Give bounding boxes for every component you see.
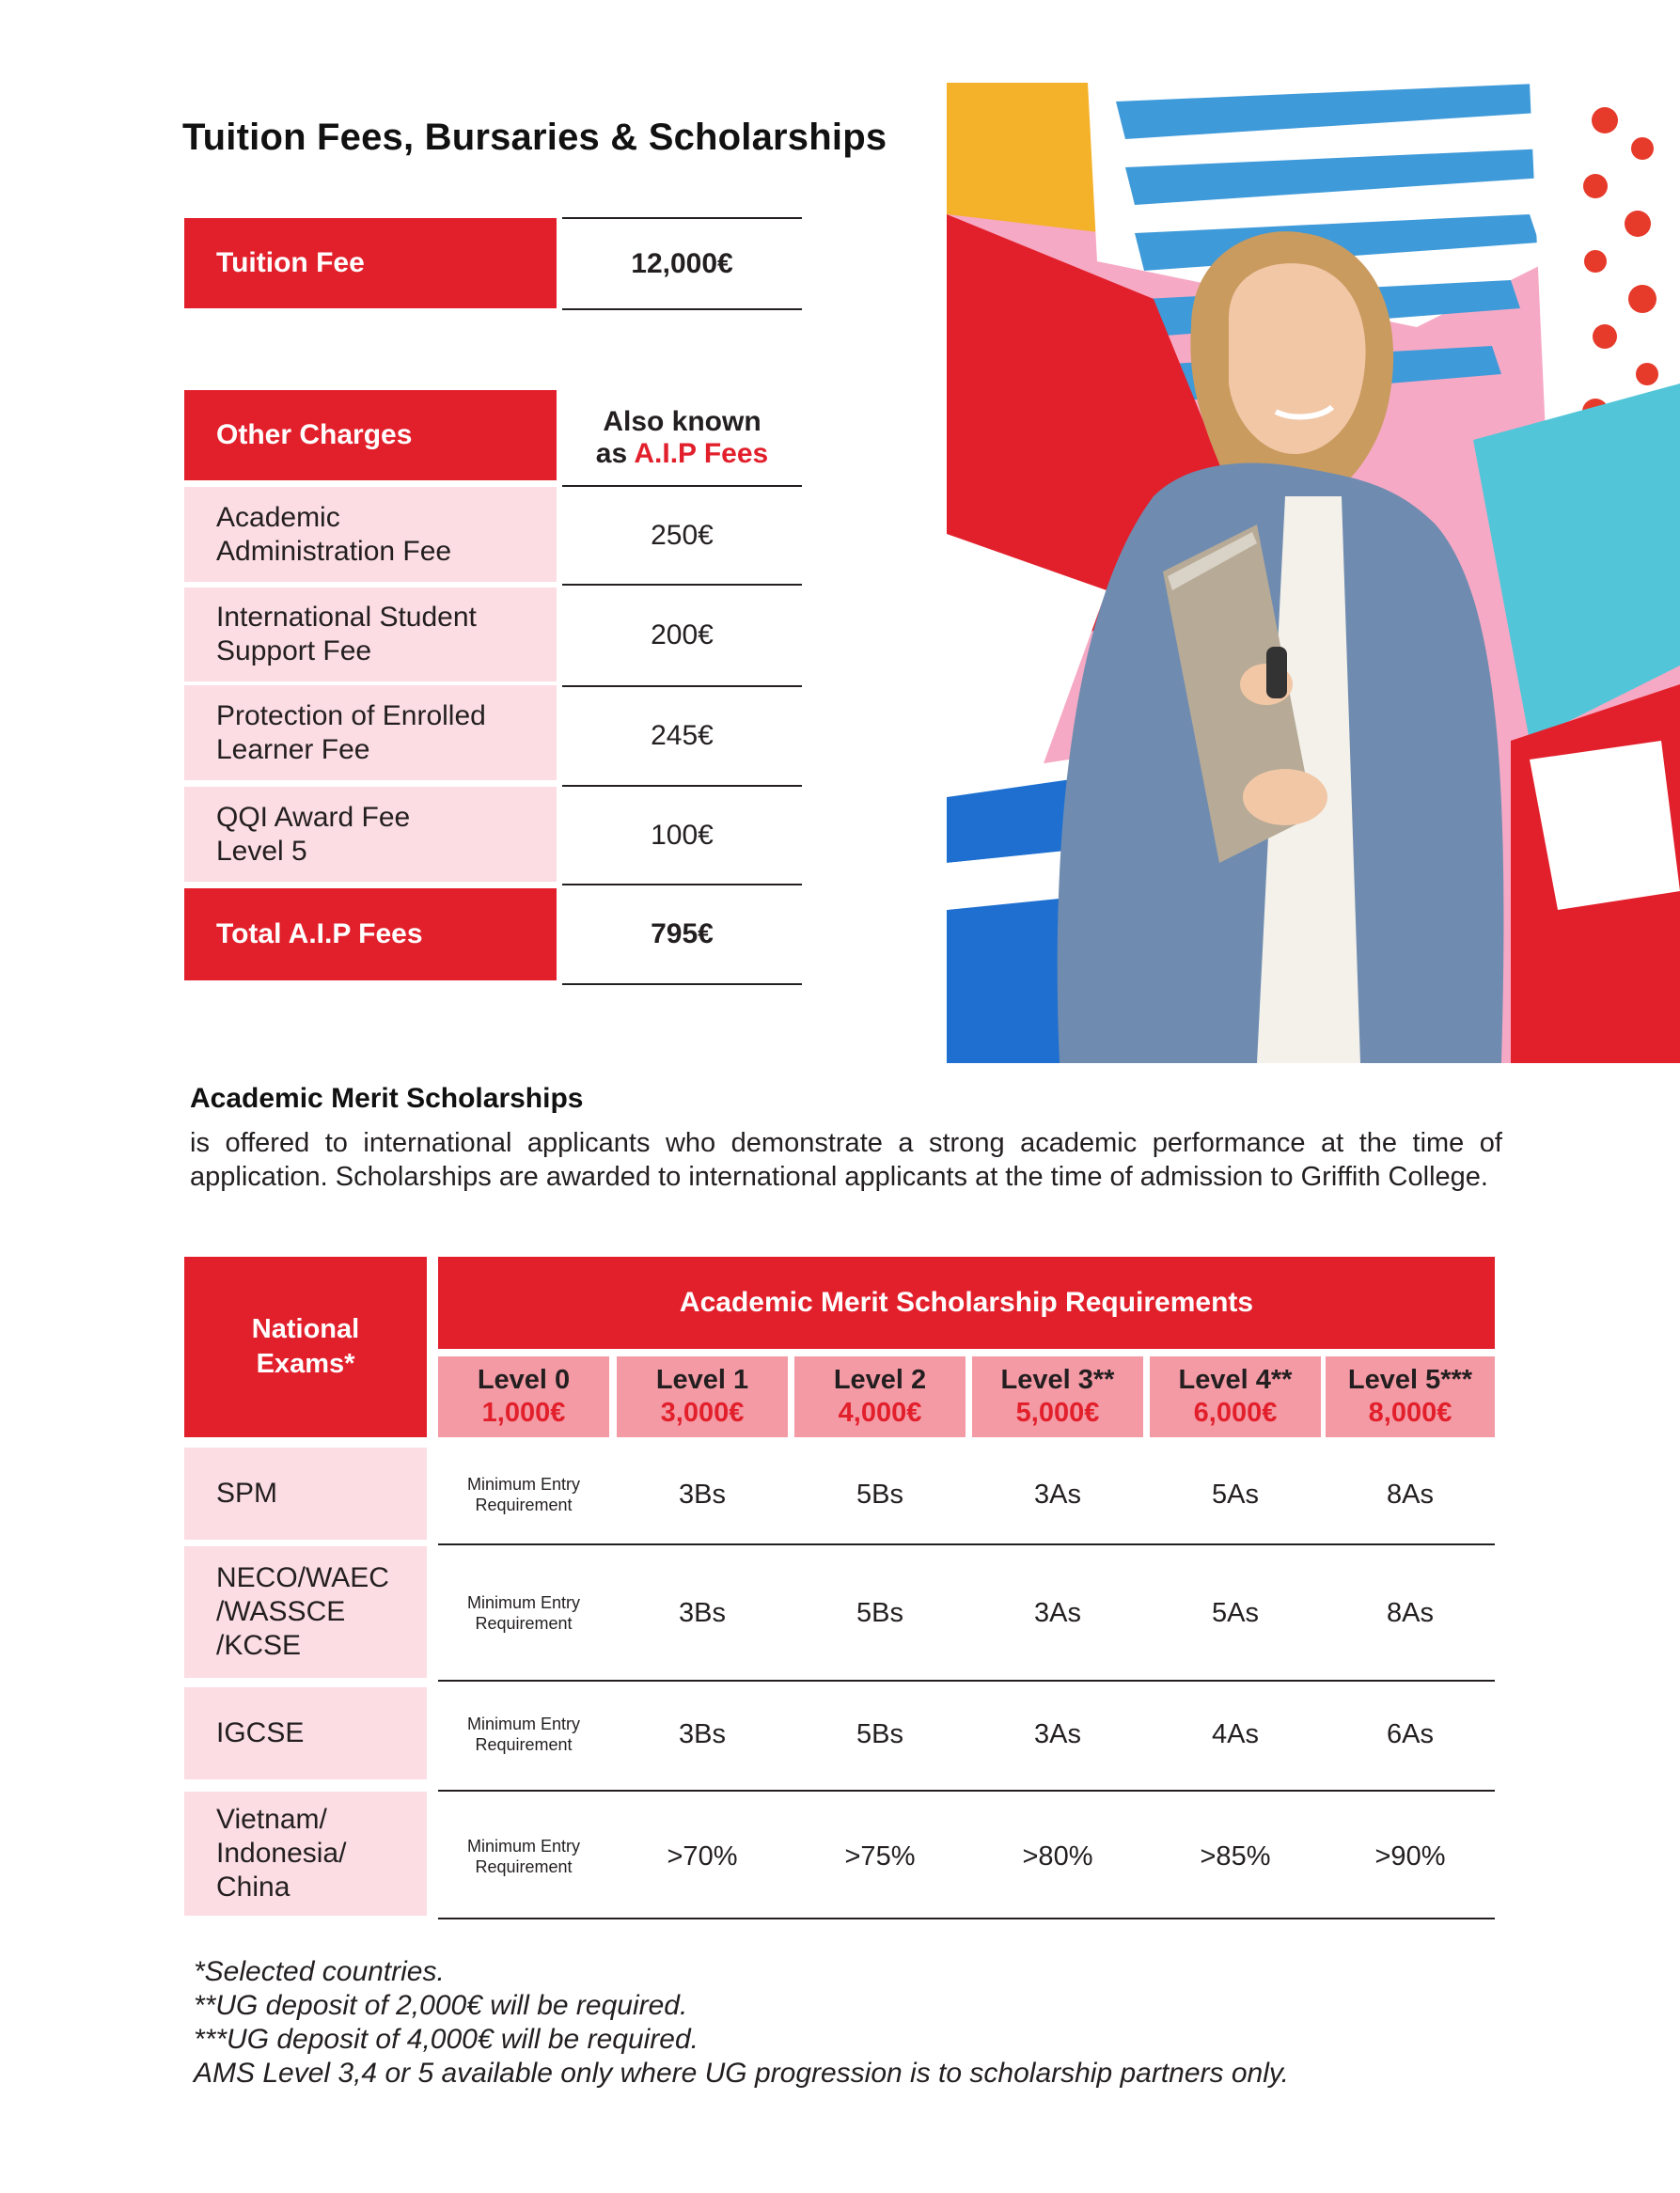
row-divider [438, 1543, 1495, 1545]
requirement-cell: 3As [1034, 1718, 1081, 1749]
row-divider [438, 1680, 1495, 1682]
total-aip-fees-label: Total A.I.P Fees [184, 888, 557, 980]
requirement-cell: 8As [1387, 1479, 1434, 1510]
student-photo [947, 83, 1680, 1063]
requirement-cell: 8As [1387, 1597, 1434, 1628]
row-divider [438, 1790, 1495, 1792]
requirement-cell: >70% [667, 1841, 738, 1872]
footnote: **UG deposit of 2,000€ will be required. [194, 1990, 688, 2021]
charge-item-label: Protection of Enrolled Learner Fee [184, 685, 557, 780]
charge-item-label: Academic Administration Fee [184, 487, 557, 582]
requirement-cell: 3Bs [679, 1597, 726, 1628]
exam-row-label: SPM [184, 1448, 427, 1540]
requirement-cell: 3Bs [679, 1718, 726, 1749]
charge-item-label: QQI Award Fee Level 5 [184, 787, 557, 882]
scholarship-description: is offered to international applicants who demonstrate a strong academic performance at the time of application. Scholarships are awarded to international applicants at the time of admission to Griffith College. [190, 1128, 1502, 1192]
other-charges-label: Other Charges [184, 390, 557, 480]
charge-item-label: International Student Support Fee [184, 587, 557, 681]
row-divider [438, 1918, 1495, 1919]
also-known-line1: Also known [603, 405, 761, 437]
footnote: AMS Level 3,4 or 5 available only where UG progression is to scholarship partners only. [194, 2058, 1290, 2089]
national-exams-header: National Exams* [184, 1257, 427, 1437]
requirement-cell: 4As [1212, 1718, 1259, 1749]
aip-fees-highlight: A.I.P Fees [634, 437, 769, 469]
level-4-header: Level 4** 6,000€ [1150, 1356, 1321, 1437]
page-title: Tuition Fees, Bursaries & Scholarships [182, 117, 887, 158]
level-2-header: Level 2 4,000€ [794, 1356, 966, 1437]
charge-item-value: 245€ [562, 687, 802, 787]
requirement-cell: 5Bs [856, 1479, 903, 1510]
requirement-cell: 3Bs [679, 1479, 726, 1510]
footnote: *Selected countries. [194, 1956, 445, 1987]
min-entry-cell: Minimum Entry Requirement [466, 1593, 580, 1633]
requirement-cell: 6As [1387, 1718, 1434, 1749]
tuition-fee-value: 12,000€ [562, 217, 802, 310]
exam-row-label: Vietnam/ Indonesia/ China [184, 1792, 427, 1916]
level-5-header: Level 5*** 8,000€ [1326, 1356, 1495, 1437]
also-known-as [562, 390, 802, 487]
mural-background [947, 83, 1680, 1063]
requirement-cell: 5Bs [856, 1597, 903, 1628]
total-aip-fees-value: 795€ [562, 885, 802, 985]
requirement-cell: 5As [1212, 1479, 1259, 1510]
min-entry-cell: Minimum Entry Requirement [466, 1837, 580, 1876]
requirement-cell: 3As [1034, 1479, 1081, 1510]
level-3-header: Level 3** 5,000€ [972, 1356, 1143, 1437]
level-1-header: Level 1 3,000€ [617, 1356, 788, 1437]
requirement-cell: >75% [844, 1841, 916, 1872]
requirement-cell: >80% [1022, 1841, 1093, 1872]
scholarship-heading: Academic Merit Scholarships [190, 1083, 584, 1114]
requirement-cell: 3As [1034, 1597, 1081, 1628]
footnotes [194, 1955, 1289, 2091]
min-entry-cell: Minimum Entry Requirement [466, 1715, 580, 1754]
exam-row-label: NECO/WAEC /WASSCE /KCSE [184, 1546, 427, 1678]
tuition-fee-label: Tuition Fee [184, 218, 557, 308]
also-known-line2: as A.I.P Fees [595, 437, 769, 469]
requirement-cell: 5Bs [856, 1718, 903, 1749]
requirement-cell: >85% [1200, 1841, 1271, 1872]
requirement-cell: >90% [1374, 1841, 1446, 1872]
charge-item-value: 200€ [562, 586, 802, 687]
footnote: ***UG deposit of 4,000€ will be required. [194, 2024, 699, 2055]
min-entry-cell: Minimum Entry Requirement [466, 1475, 580, 1514]
requirement-cell: 5As [1212, 1597, 1259, 1628]
requirements-header: Academic Merit Scholarship Requirements [438, 1257, 1495, 1349]
charge-item-value: 100€ [562, 787, 802, 885]
exam-row-label: IGCSE [184, 1687, 427, 1779]
level-0-header: Level 0 1,000€ [438, 1356, 609, 1437]
charge-item-value: 250€ [562, 487, 802, 586]
